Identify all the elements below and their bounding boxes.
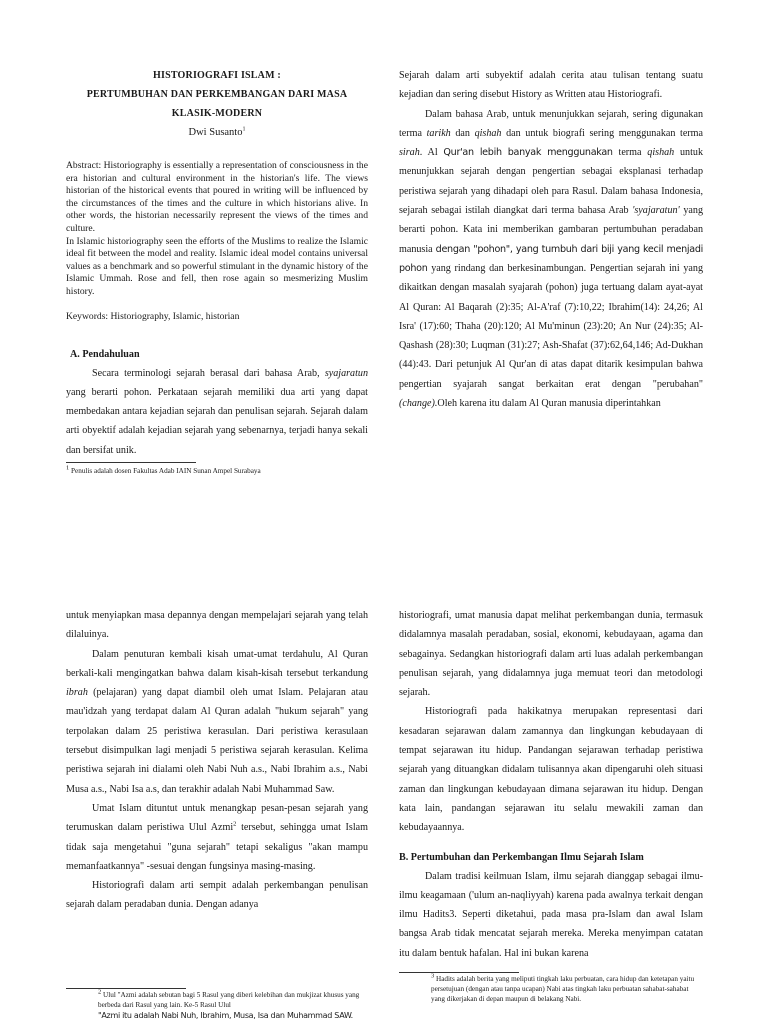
paragraph: untuk menyiapkan masa depannya dengan mempelajari sejarah yang telah dilaluinya.	[66, 610, 368, 641]
paragraph	[66, 799, 368, 876]
text-run: yang rindang dan berkesinambungan. Pengertian sejarah ini yang dikaitkan dengan masalah syajarah (pohon) juga tertuang dalam ayat-ayat Al Quran: Al Baqarah (2):35; Al-A'raf (7):10,22; Ibrahim(14): 24,26; Al Isra' (17):60; Thaha (20):120; Al Mu'minun (23):20; An Nur (24):35; Al-Qashash (28):30; Luqman (31):27; Ash-Shafat (37):62,64,146; Ad-Dukhan (44):43. Dari petunjuk Al Qur'an di atas dapat ditarik kesimpulan bahwa pengertian syajarah sangat berkaitan erat dengan "perubahan"	[399, 262, 703, 390]
text-run: (pelajaran) yang dapat diambil oleh umat Islam. Pelajaran atau mau'idzah yang terdapat dalam Al Quran adalah "hukum sejarah" yang terpolakan dalam 25 peristiwa kerasulan. Dari peristiwa kerasulaan tersebut disimpulkan lagi menjadi 5 peristiwa sejarah kerasulan. Kelima peristiwa sejarah ini dialami oleh Nabi Nuh a.s., Nabi Ibrahim a.s., Nabi Musa a.s., Nabi Isa a.s, dan terakhir adalah Nabi Muhammad Saw.	[66, 687, 368, 795]
text-run: Oleh karena itu dalam Al Quran manusia diperintahkan	[437, 398, 661, 410]
text-run: untuk menunjukkan sejarah dengan pengertian sebagai eksplanasi terhadap peristiwa sejarah yang dihadapi oleh para Rasul. Dalam bahasa Indonesia, sejarah sebagai istilah diangkat dari terma bahasa Arab	[399, 147, 704, 217]
paragraph: historiografi, umat manusia dapat melihat perkembangan dunia, termasuk didalamnya masalah peradaban, sosial, ekonomi, kebudayaan, agama dan sebagainya. Sedangkan historiografi dalam arti luas adalah perkembangan penulisan sejarah, yang didalamnya juga memuat teori dan metodologi sejarah.	[399, 610, 703, 699]
text-run: Umat Islam dituntut untuk menangkap pesan-pesan sejarah yang terumuskan dalam peristiwa Ulul Azmi	[66, 802, 368, 834]
handwritten-font-run: dengan "pohon", yang tumbuh dari biji yang kecil menjadi pohon	[399, 243, 703, 274]
section-heading-a: A. Pendahuluan	[70, 348, 140, 360]
text-run: dan	[450, 127, 475, 139]
text-run: dan untuk biografi sering menggunakan terma	[501, 127, 703, 139]
paragraph: Historiografi dalam arti sempit adalah perkembangan penulisan sejarah dalam peradaban dunia. Dengan adanya	[66, 880, 368, 911]
section-heading-b: B. Pertumbuhan dan Perkembangan Ilmu Sejarah Islam	[399, 851, 644, 863]
text-run: Dalam bahasa Arab, untuk menunjukkan sejarah, sering digunakan terma	[399, 108, 703, 139]
italic-term: ibrah	[66, 687, 88, 699]
text-run: Secara terminologi sejarah berasal dari bahasa Arab,	[92, 367, 325, 379]
abstract-paragraph-2: In Islamic historiography seen the efforts of the Muslims to realize the Islamic ideal fit between the model and reality. Islamic ideal model contains universal values as a benchmark and so powerful stimulant in the dynamic history of the Islamic Ummah. Rose and fell, then rose again so mesmerizing Muslim history.	[66, 235, 368, 297]
title-line-1: HISTORIOGRAFI ISLAM :	[153, 70, 281, 81]
footnote-2	[66, 988, 368, 1021]
paragraph	[66, 364, 368, 460]
document-page-2	[0, 592, 768, 1024]
footnote-separator	[66, 462, 196, 463]
footnote-3	[399, 972, 703, 1004]
italic-term: tarikh	[426, 127, 451, 139]
footnote-3-number: 3	[431, 972, 435, 980]
page1-right-column	[399, 66, 703, 413]
page2-right-column	[399, 606, 703, 963]
footnote-ref: 2	[233, 820, 237, 828]
text-run: yang berarti pohon. Perkataan sejarah memiliki dua arti yang dapat membedakan antara kejadian sejarah dan penulisan sejarah. Sejarah dalam arti obyektif adalah kejadian sejarah yang sebenarnya, terjadi hanya sekali dan bersifat unik.	[66, 386, 368, 456]
italic-term: qishah	[474, 127, 502, 139]
text-run: yang berarti pohon. Kata ini memberikan gambaran pertumbuhan peradaban manusia	[399, 205, 703, 255]
section-a-body	[66, 364, 368, 460]
author-text: Dwi Susanto	[188, 127, 243, 138]
footnote-3-block	[399, 970, 703, 1004]
italic-term: qishah	[647, 147, 675, 159]
text-run: terma	[612, 147, 648, 159]
footnote-2-block	[66, 986, 368, 1021]
paragraph	[66, 645, 368, 799]
author-footnote-ref: 1	[242, 126, 246, 133]
paper-title	[66, 66, 368, 123]
footnote-2-text: Ulul "Azmi adalah sebutan bagi 5 Rasul yang diberi kelebihan dan mukjizat khusus yang berbeda dari Rasul yang lain. Ke-5 Rasul Ulul	[98, 991, 360, 1009]
footnote-1-text: Penulis adalah dosen Fakultas Adab IAIN Sunan Ampel Surabaya	[71, 467, 261, 476]
footnote-1	[66, 464, 368, 477]
italic-term: (change).	[399, 398, 438, 410]
italic-term: syajaratun	[324, 367, 368, 379]
author-name	[66, 124, 368, 142]
page2-left-column	[66, 606, 368, 915]
abstract	[66, 160, 368, 299]
abstract-paragraph-1: Abstract: Historiography is essentially a representation of consciousness in the era historian and cultural environment in the historian's life. The views historian of the historical events that poured in writing will be influenced by the circumstances of the times and the culture in which historians alive. In other words, the historian necessarily represent the views of the times and culture.	[66, 160, 368, 234]
footnote-3-text: Hadits adalah berita yang meliputi tingkah laku perbuatan, cara hidup dan ketetapan yaitu persetujuan (dengan atau tanpa ucapan) Nabi atas tingkah laku perbuatan sahabat-sahabat yang dikerjakan di depan maupun di belakang Nabi.	[431, 975, 695, 1003]
paragraph	[399, 105, 703, 414]
paragraph: Historiografi pada hakikatnya merupakan representasi dari kesadaran sejarawan dalam zamannya dan lingkungan kebudayaan di tempat sejarawan itu hidup. Pandangan sejarawan terhadap peristiwa sejarah yang dituangkan didalam tulisannya akan dipengaruhi oleh situasi zaman dan lingkungan kebudayaan dimana sejarawan itu hidup. Dengan kata lain, pandangan sejarawan itu selalu mewakili zaman dan kebudayaannya.	[399, 706, 703, 834]
text-run: . Al	[419, 147, 444, 159]
paragraph: Dalam tradisi keilmuan Islam, ilmu sejarah dianggap sebagai ilmu-ilmu keagamaan ('ulum an-naqliyyah) karena pada awalnya terkait dengan ilmu Hadits3. Seperti diketahui, pada masa pra-Islam dan awal Islam bangsa Arab tidak mencatat sejarah mereka. Mereka menyimpan catatan itu dalam bentuk hafalan. Hal ini bukan karena	[399, 870, 703, 959]
keywords: Keywords: Historiography, Islamic, historian	[66, 310, 240, 322]
footnote-separator	[399, 972, 519, 973]
title-line-3: KLASIK-MODERN	[171, 108, 263, 119]
italic-term: sirah	[399, 147, 420, 159]
handwritten-font-run: Qur'an lebih banyak menggunakan	[443, 147, 613, 159]
footnote-1-number: 1	[66, 464, 70, 472]
italic-term: 'syajaratun'	[632, 205, 680, 217]
footnote-separator	[66, 988, 186, 989]
footnote-2-handwritten-run: "Azmi itu adalah Nabi Nuh, Ibrahim, Musa, Isa dan Muhammad SAW.	[98, 1010, 353, 1020]
paragraph: Sejarah dalam arti subyektif adalah cerita atau tulisan tentang suatu kejadian dan sering disebut History as Written atau Historiografi.	[399, 70, 703, 101]
text-run: Dalam penuturan kembali kisah umat-umat terdahulu, Al Quran berkali-kali mengingatkan bahwa dalam kisah-kisah tersebut terkandung	[66, 648, 368, 679]
title-line-2: PERTUMBUHAN DAN PERKEMBANGAN DARI MASA	[86, 89, 348, 100]
footnote-2-number: 2	[98, 988, 102, 996]
text-run: tersebut, sehingga umat Islam tidak saja mengetahui "guna sejarah" tetapi sekaligus "akan mampu memanfaatkannya" -sesuai dengan fungsinya masing-masing.	[66, 822, 368, 872]
page1-left-column	[66, 66, 368, 477]
